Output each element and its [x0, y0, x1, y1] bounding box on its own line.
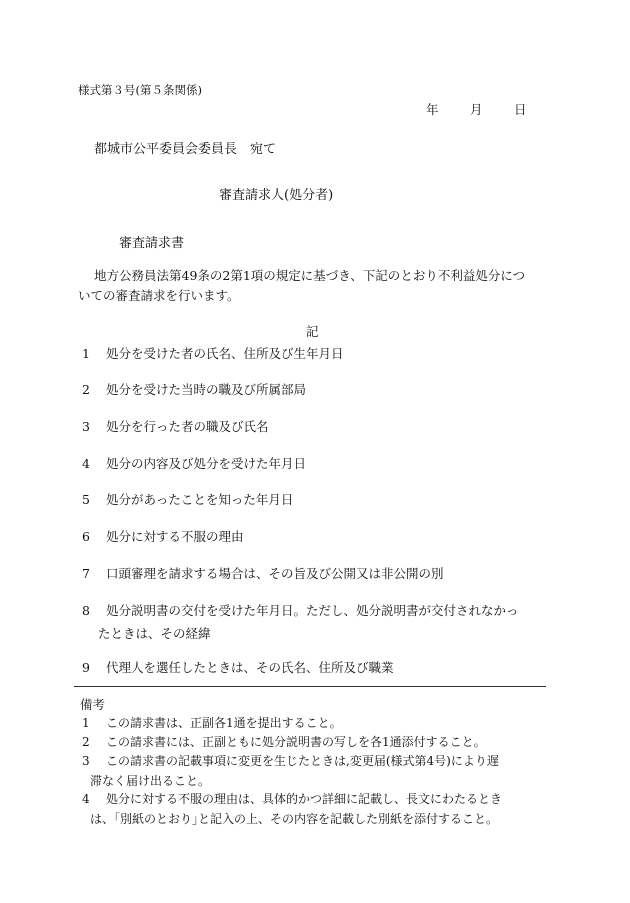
note-number: 2: [82, 735, 90, 749]
item-number: 3: [82, 419, 90, 434]
item-text: 処分を行った者の職及び氏名: [106, 419, 269, 434]
note-number: 1: [82, 716, 90, 730]
date-day-label: 日: [514, 102, 527, 117]
note-number: 4: [82, 792, 90, 806]
note-number: 3: [82, 754, 90, 768]
requester-label: 審査請求人(処分者): [219, 188, 334, 203]
item-number: 4: [82, 456, 90, 471]
item-number: 6: [82, 529, 90, 544]
list-item: [82, 527, 244, 545]
ki-heading: 記: [306, 324, 319, 339]
item-number: 2: [82, 382, 90, 397]
item-text: 処分説明書の交付を受けた年月日。ただし、処分説明書が交付されなかっ: [106, 603, 519, 618]
intro-paragraph: [78, 266, 548, 306]
note-item: [82, 733, 486, 750]
note-text: 処分に対する不服の理由は、具体的かつ詳細に記載し、長文にわたるとき: [106, 792, 503, 806]
list-item: [82, 454, 306, 472]
item-number: 9: [82, 660, 90, 675]
date-month-label: 月: [470, 102, 483, 117]
item-number: 5: [82, 492, 90, 507]
item-text: 口頭審理を請求する場合は、その旨及び公開又は非公開の別: [106, 566, 444, 581]
note-item: [82, 714, 342, 731]
list-item: [82, 658, 394, 676]
note-text: この請求書は、正副各1通を提出すること。: [106, 716, 342, 730]
addressee: 都城市公平委員会委員長 宛て: [94, 142, 277, 157]
note-item: [82, 790, 502, 827]
item-continuation: たときは、その経緯: [98, 626, 211, 641]
form-number: 様式第３号(第５条関係): [78, 83, 202, 97]
item-number: 8: [82, 603, 90, 618]
item-text: 処分に対する不服の理由: [106, 529, 244, 544]
note-text: この請求書の記載事項に変更を生じたときは,変更届(様式第4号)により遅: [106, 754, 499, 768]
list-item: [82, 417, 269, 435]
list-item: [82, 490, 293, 508]
item-text: 代理人を選任したときは、その氏名、住所及び職業: [106, 660, 394, 675]
date-line: [426, 100, 527, 118]
note-continuation: 滞なく届け出ること。: [90, 774, 211, 788]
notes-title: 備考: [80, 697, 106, 712]
intro-line-1: 地方公務員法第49条の2第1項の規定に基づき、下記のとおり不利益処分につ: [94, 268, 526, 283]
item-text: 処分を受けた当時の職及び所属部局: [106, 382, 307, 397]
divider-rule: [74, 686, 546, 687]
item-text: 処分の内容及び処分を受けた年月日: [106, 456, 307, 471]
item-text: 処分があったことを知った年月日: [106, 492, 294, 507]
note-continuation: は、｢別紙のとおり｣と記入の上、その内容を記載した別紙を添付すること。: [90, 812, 499, 826]
list-item: [82, 564, 444, 582]
note-item: [82, 752, 499, 789]
list-item: [82, 601, 519, 642]
item-number: 7: [82, 566, 90, 581]
note-text: この請求書には、正副ともに処分説明書の写しを各1通添付すること。: [106, 735, 486, 749]
document-title: 審査請求書: [119, 236, 185, 251]
date-year-label: 年: [426, 102, 439, 117]
intro-line-2: いての審査請求を行います。: [78, 288, 240, 303]
list-item: [82, 344, 344, 362]
item-text: 処分を受けた者の氏名、住所及び生年月日: [106, 346, 344, 361]
list-item: [82, 380, 306, 398]
item-number: 1: [82, 346, 90, 361]
